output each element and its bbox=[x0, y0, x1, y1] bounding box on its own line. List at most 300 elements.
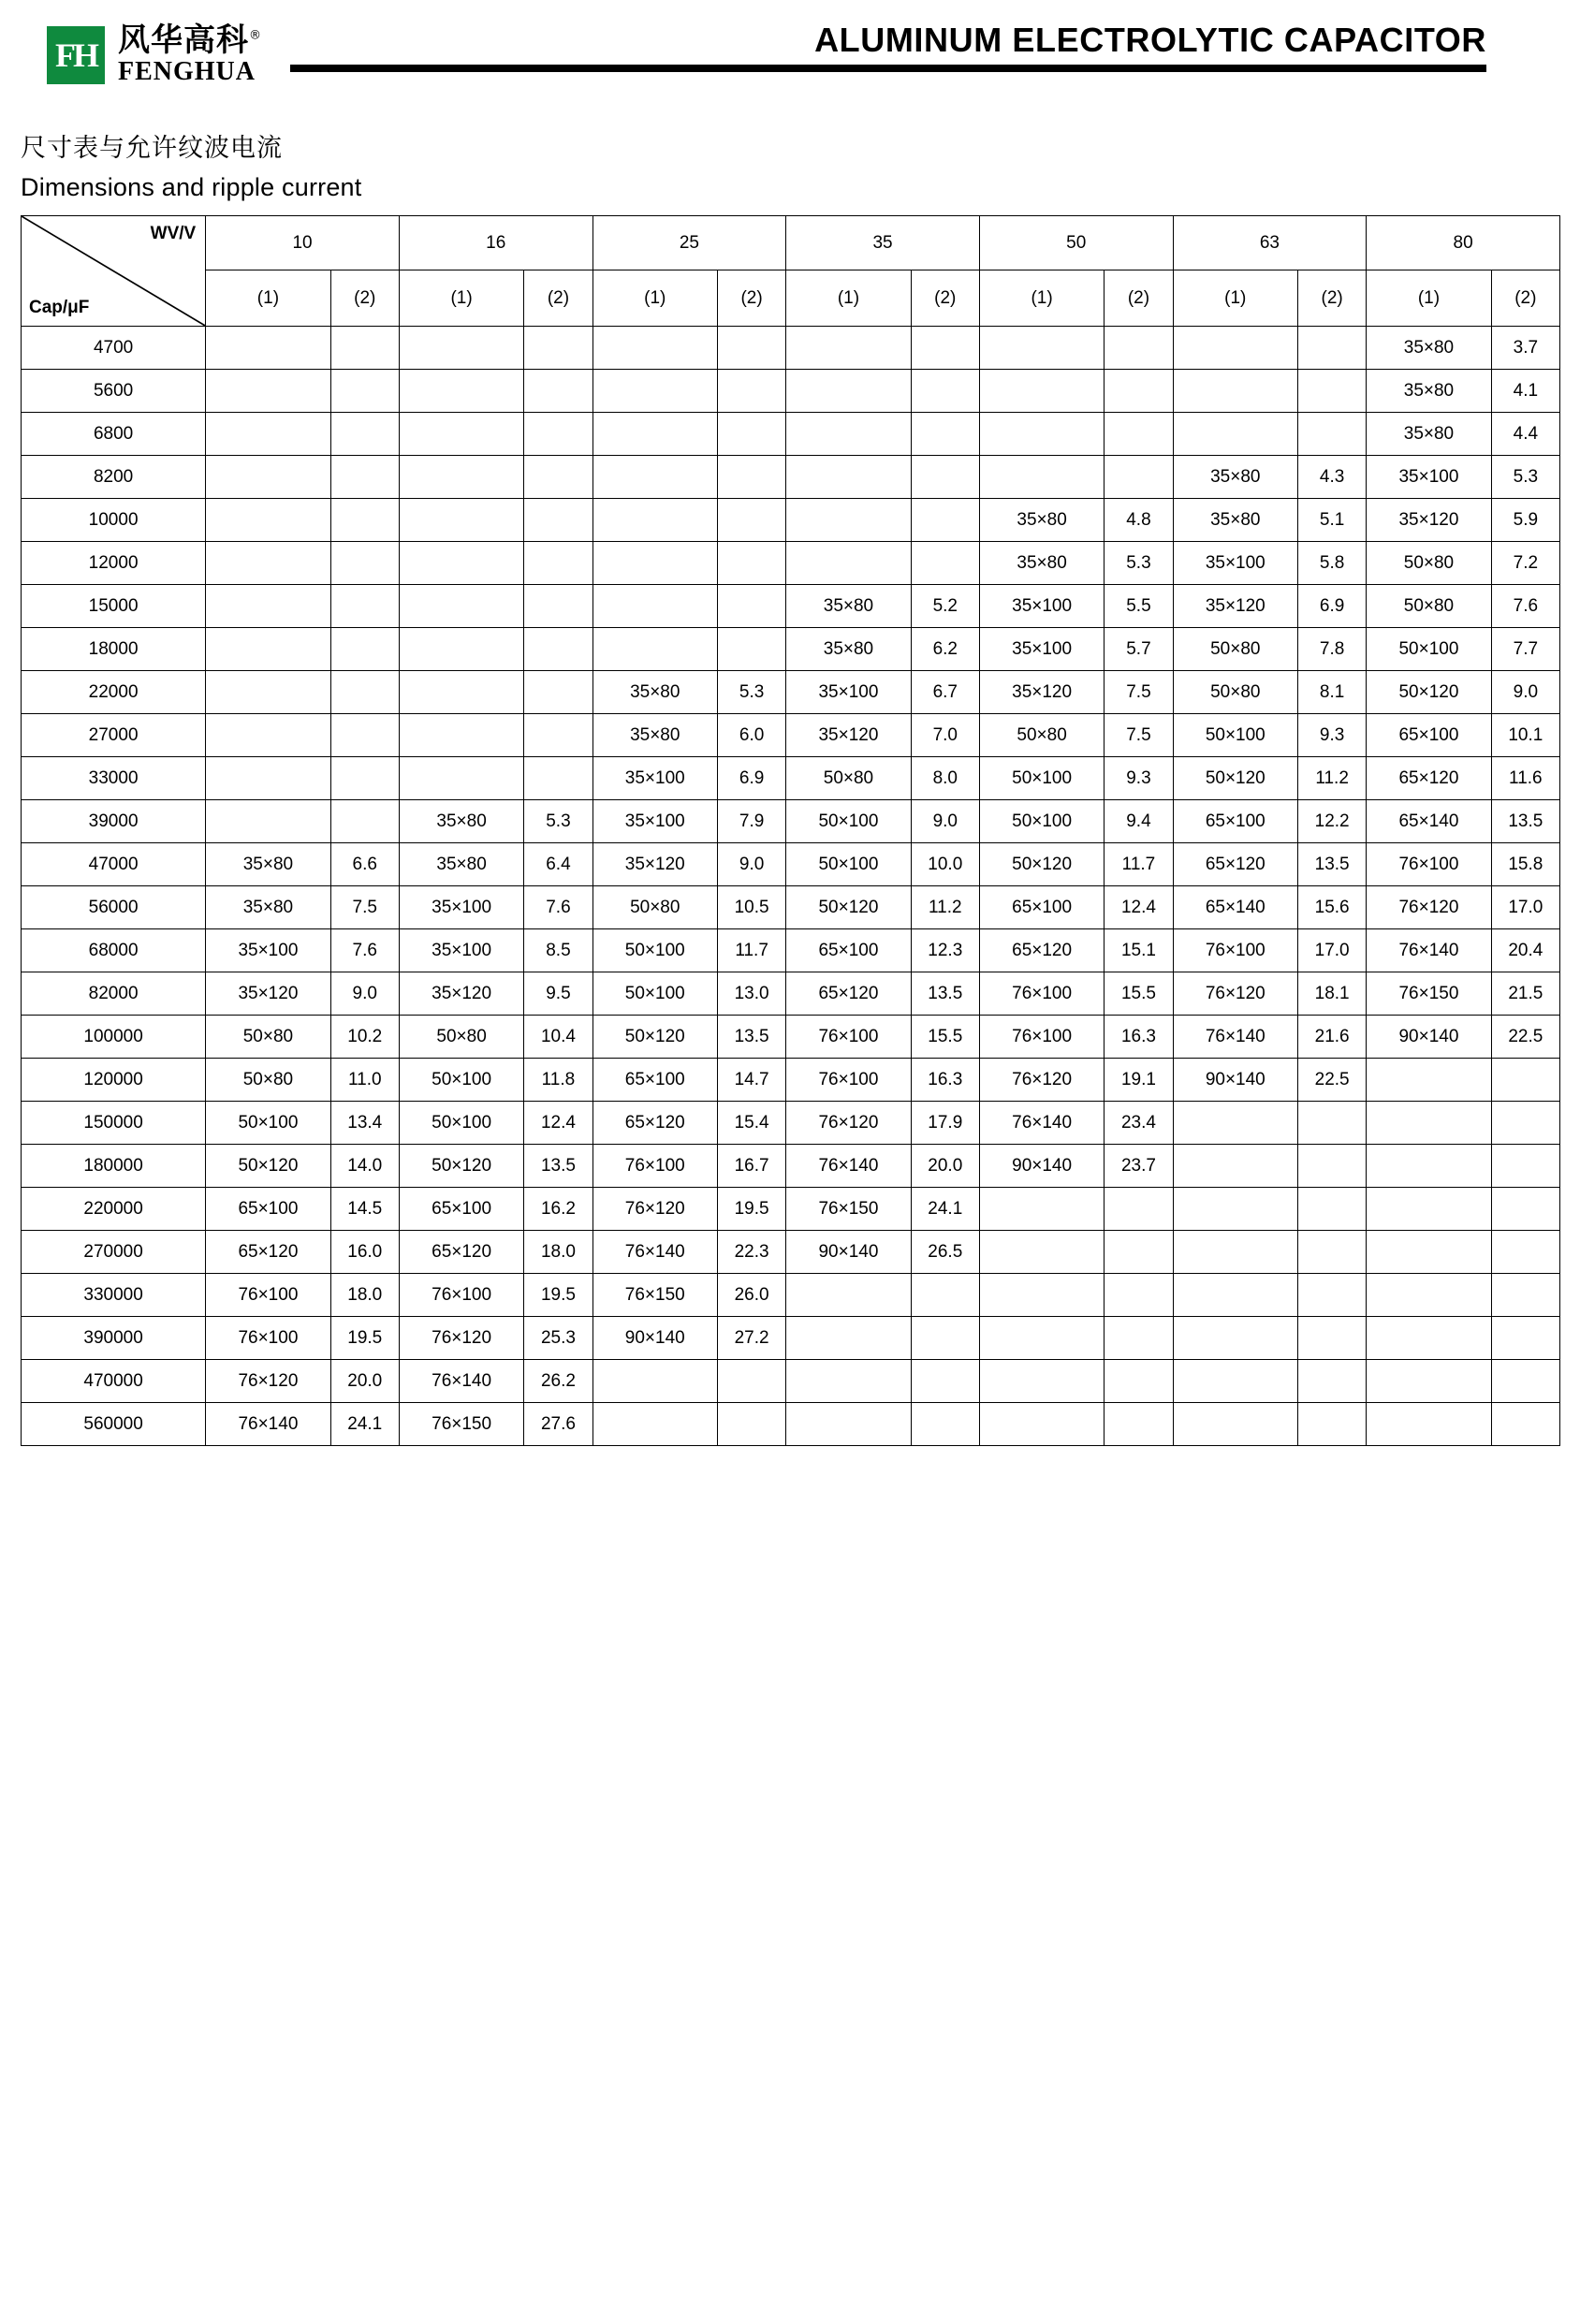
ripple-current-cell bbox=[1105, 1360, 1173, 1403]
ripple-current-cell: 11.2 bbox=[911, 886, 979, 929]
ripple-current-cell: 6.6 bbox=[330, 843, 399, 886]
ripple-current-cell: 15.6 bbox=[1298, 886, 1367, 929]
ripple-current-cell: 7.2 bbox=[1491, 542, 1559, 585]
ripple-current-cell bbox=[1491, 1274, 1559, 1317]
dimension-cell: 50×80 bbox=[1173, 628, 1297, 671]
dimension-cell: 50×100 bbox=[786, 800, 911, 843]
ripple-current-cell bbox=[524, 499, 592, 542]
dimension-cell bbox=[399, 456, 523, 499]
table-row bbox=[22, 757, 1560, 800]
dimension-cell: 35×120 bbox=[1173, 585, 1297, 628]
dimension-cell bbox=[206, 370, 330, 413]
ripple-current-cell: 10.2 bbox=[330, 1016, 399, 1059]
table-row bbox=[22, 413, 1560, 456]
ripple-current-cell bbox=[911, 327, 979, 370]
ripple-current-cell: 5.7 bbox=[1105, 628, 1173, 671]
ripple-current-cell: 13.5 bbox=[717, 1016, 785, 1059]
header-divider bbox=[290, 65, 1486, 72]
table-row bbox=[22, 671, 1560, 714]
table-row bbox=[22, 1016, 1560, 1059]
dimension-cell bbox=[206, 413, 330, 456]
ripple-current-cell: 7.0 bbox=[911, 714, 979, 757]
dimension-cell: 76×140 bbox=[399, 1360, 523, 1403]
ripple-current-cell: 10.0 bbox=[911, 843, 979, 886]
dimension-cell: 76×100 bbox=[979, 972, 1104, 1016]
dimension-cell: 76×140 bbox=[786, 1145, 911, 1188]
dimension-cell: 76×120 bbox=[399, 1317, 523, 1360]
capacitance-cell: 180000 bbox=[22, 1145, 206, 1188]
ripple-current-cell: 13.5 bbox=[1298, 843, 1367, 886]
dimension-cell bbox=[206, 456, 330, 499]
dimension-cell bbox=[1367, 1231, 1491, 1274]
ripple-current-cell: 12.3 bbox=[911, 929, 979, 972]
dimension-cell: 35×100 bbox=[399, 929, 523, 972]
ripple-current-cell: 20.0 bbox=[330, 1360, 399, 1403]
ripple-current-cell bbox=[1298, 1403, 1367, 1446]
table-row bbox=[22, 1274, 1560, 1317]
table-row bbox=[22, 1188, 1560, 1231]
dimension-cell: 35×100 bbox=[1367, 456, 1491, 499]
subheader-10-dimension: (1) bbox=[206, 270, 330, 327]
ripple-current-cell bbox=[1298, 1317, 1367, 1360]
capacitance-cell: 330000 bbox=[22, 1274, 206, 1317]
dimension-cell bbox=[979, 327, 1104, 370]
table-row bbox=[22, 1102, 1560, 1145]
dimension-cell: 50×100 bbox=[206, 1102, 330, 1145]
ripple-current-cell: 11.8 bbox=[524, 1059, 592, 1102]
table-row bbox=[22, 1059, 1560, 1102]
dimension-cell: 50×120 bbox=[979, 843, 1104, 886]
voltage-header-10: 10 bbox=[206, 216, 400, 270]
dimension-cell bbox=[979, 413, 1104, 456]
ripple-current-cell: 5.9 bbox=[1491, 499, 1559, 542]
ripple-current-cell: 13.5 bbox=[911, 972, 979, 1016]
ripple-current-cell bbox=[911, 1403, 979, 1446]
ripple-current-cell: 11.6 bbox=[1491, 757, 1559, 800]
ripple-current-cell bbox=[717, 499, 785, 542]
dimension-cell bbox=[399, 628, 523, 671]
ripple-current-cell bbox=[717, 1403, 785, 1446]
dimension-cell bbox=[979, 1403, 1104, 1446]
dimension-cell bbox=[1173, 370, 1297, 413]
ripple-current-cell: 8.0 bbox=[911, 757, 979, 800]
subheader-25-dimension: (1) bbox=[592, 270, 717, 327]
capacitance-cell: 220000 bbox=[22, 1188, 206, 1231]
dimension-cell: 76×100 bbox=[1173, 929, 1297, 972]
dimension-cell bbox=[206, 671, 330, 714]
dimension-cell: 35×80 bbox=[1367, 370, 1491, 413]
dimension-cell bbox=[979, 1188, 1104, 1231]
ripple-current-cell: 8.5 bbox=[524, 929, 592, 972]
ripple-current-cell: 14.7 bbox=[717, 1059, 785, 1102]
ripple-current-cell: 15.5 bbox=[1105, 972, 1173, 1016]
voltage-header-63: 63 bbox=[1173, 216, 1367, 270]
ripple-current-cell: 7.5 bbox=[1105, 714, 1173, 757]
subheader-35-ripple: (2) bbox=[911, 270, 979, 327]
ripple-current-cell bbox=[1491, 1145, 1559, 1188]
ripple-current-cell bbox=[330, 628, 399, 671]
dimension-cell bbox=[1173, 413, 1297, 456]
ripple-current-cell bbox=[717, 327, 785, 370]
dimension-cell: 76×140 bbox=[1367, 929, 1491, 972]
dimension-cell: 35×100 bbox=[1173, 542, 1297, 585]
ripple-current-cell bbox=[717, 413, 785, 456]
dimension-cell: 35×100 bbox=[592, 757, 717, 800]
table-row bbox=[22, 1231, 1560, 1274]
dimension-cell: 76×120 bbox=[786, 1102, 911, 1145]
capacitance-cell: 47000 bbox=[22, 843, 206, 886]
ripple-current-cell bbox=[911, 456, 979, 499]
dimension-cell bbox=[1173, 1145, 1297, 1188]
dimension-cell bbox=[786, 1360, 911, 1403]
dimension-cell: 76×100 bbox=[979, 1016, 1104, 1059]
dimension-cell: 50×120 bbox=[206, 1145, 330, 1188]
table-row bbox=[22, 1145, 1560, 1188]
ripple-current-cell: 12.4 bbox=[1105, 886, 1173, 929]
ripple-current-cell: 15.5 bbox=[911, 1016, 979, 1059]
ripple-current-cell: 9.4 bbox=[1105, 800, 1173, 843]
dimension-cell: 50×80 bbox=[1367, 542, 1491, 585]
ripple-current-cell bbox=[330, 585, 399, 628]
dimension-cell bbox=[979, 1360, 1104, 1403]
dimension-cell: 90×140 bbox=[1367, 1016, 1491, 1059]
dimension-cell bbox=[1173, 1102, 1297, 1145]
company-logo bbox=[47, 24, 262, 85]
dimension-cell: 50×80 bbox=[399, 1016, 523, 1059]
capacitance-cell: 56000 bbox=[22, 886, 206, 929]
ripple-current-cell: 16.3 bbox=[911, 1059, 979, 1102]
dimension-cell bbox=[592, 542, 717, 585]
dimension-cell: 76×100 bbox=[786, 1059, 911, 1102]
dimension-cell: 65×140 bbox=[1367, 800, 1491, 843]
ripple-current-cell: 16.0 bbox=[330, 1231, 399, 1274]
ripple-current-cell: 20.4 bbox=[1491, 929, 1559, 972]
dimension-cell bbox=[1367, 1360, 1491, 1403]
ripple-current-cell bbox=[524, 585, 592, 628]
dimension-cell bbox=[979, 456, 1104, 499]
ripple-current-cell bbox=[1105, 370, 1173, 413]
dimension-cell: 35×100 bbox=[592, 800, 717, 843]
capacitance-cell: 6800 bbox=[22, 413, 206, 456]
ripple-current-cell bbox=[1491, 1188, 1559, 1231]
logo-wordmark bbox=[118, 24, 262, 85]
ripple-current-cell: 13.5 bbox=[1491, 800, 1559, 843]
ripple-current-cell bbox=[1491, 1231, 1559, 1274]
ripple-current-cell bbox=[524, 714, 592, 757]
dimension-cell bbox=[206, 542, 330, 585]
table-row bbox=[22, 886, 1560, 929]
ripple-current-cell: 24.1 bbox=[911, 1188, 979, 1231]
dimension-cell: 65×120 bbox=[979, 929, 1104, 972]
table-header-row-subcolumns bbox=[22, 270, 1560, 327]
dimension-cell bbox=[206, 757, 330, 800]
dimension-cell bbox=[1173, 1403, 1297, 1446]
dimension-cell: 50×100 bbox=[979, 800, 1104, 843]
dimension-cell: 50×100 bbox=[786, 843, 911, 886]
ripple-current-cell bbox=[1298, 1102, 1367, 1145]
dimension-cell: 35×80 bbox=[979, 499, 1104, 542]
dimension-cell: 76×140 bbox=[206, 1403, 330, 1446]
dimension-cell: 65×120 bbox=[1367, 757, 1491, 800]
dimension-cell: 50×100 bbox=[1173, 714, 1297, 757]
dimension-cell bbox=[1367, 1317, 1491, 1360]
ripple-current-cell: 7.6 bbox=[1491, 585, 1559, 628]
registered-mark: ® bbox=[249, 29, 262, 44]
dimension-cell bbox=[786, 542, 911, 585]
dimension-cell: 76×100 bbox=[1367, 843, 1491, 886]
ripple-current-cell bbox=[1298, 413, 1367, 456]
ripple-current-cell: 25.3 bbox=[524, 1317, 592, 1360]
dimension-cell: 65×100 bbox=[592, 1059, 717, 1102]
dimension-cell: 76×140 bbox=[979, 1102, 1104, 1145]
ripple-current-cell bbox=[1491, 1102, 1559, 1145]
dimension-cell: 50×100 bbox=[399, 1059, 523, 1102]
ripple-current-cell bbox=[911, 542, 979, 585]
ripple-current-cell: 6.4 bbox=[524, 843, 592, 886]
voltage-header-80: 80 bbox=[1367, 216, 1560, 270]
dimensions-table-container bbox=[0, 210, 1580, 1446]
dimension-cell bbox=[399, 542, 523, 585]
ripple-current-cell: 9.0 bbox=[717, 843, 785, 886]
dimension-cell: 76×120 bbox=[1367, 886, 1491, 929]
ripple-current-cell: 16.2 bbox=[524, 1188, 592, 1231]
table-row bbox=[22, 972, 1560, 1016]
ripple-current-cell: 26.0 bbox=[717, 1274, 785, 1317]
ripple-current-cell bbox=[1491, 1403, 1559, 1446]
dimension-cell bbox=[786, 1274, 911, 1317]
dimension-cell: 76×150 bbox=[1367, 972, 1491, 1016]
ripple-current-cell: 18.1 bbox=[1298, 972, 1367, 1016]
dimension-cell: 35×120 bbox=[1367, 499, 1491, 542]
dimension-cell: 50×120 bbox=[592, 1016, 717, 1059]
table-row bbox=[22, 499, 1560, 542]
dimension-cell bbox=[399, 585, 523, 628]
dimension-cell: 65×140 bbox=[1173, 886, 1297, 929]
subheader-16-ripple: (2) bbox=[524, 270, 592, 327]
dimension-cell: 35×120 bbox=[399, 972, 523, 1016]
capacitance-cell: 120000 bbox=[22, 1059, 206, 1102]
dimension-cell: 90×140 bbox=[592, 1317, 717, 1360]
dimension-cell bbox=[206, 499, 330, 542]
ripple-current-cell: 26.5 bbox=[911, 1231, 979, 1274]
ripple-current-cell: 19.5 bbox=[330, 1317, 399, 1360]
dimension-cell: 76×140 bbox=[592, 1231, 717, 1274]
dimension-cell: 35×80 bbox=[399, 800, 523, 843]
ripple-current-cell: 10.5 bbox=[717, 886, 785, 929]
dimension-cell: 76×120 bbox=[206, 1360, 330, 1403]
ripple-current-cell: 14.0 bbox=[330, 1145, 399, 1188]
dimension-cell bbox=[399, 413, 523, 456]
subheader-16-dimension: (1) bbox=[399, 270, 523, 327]
logo-chinese-name: 风华高科® bbox=[118, 22, 262, 60]
ripple-current-cell: 9.0 bbox=[330, 972, 399, 1016]
capacitance-cell: 10000 bbox=[22, 499, 206, 542]
dimension-cell bbox=[1367, 1102, 1491, 1145]
capacitance-cell: 39000 bbox=[22, 800, 206, 843]
table-row bbox=[22, 327, 1560, 370]
ripple-current-cell: 21.6 bbox=[1298, 1016, 1367, 1059]
ripple-current-cell: 13.4 bbox=[330, 1102, 399, 1145]
dimension-cell bbox=[592, 585, 717, 628]
ripple-current-cell bbox=[330, 757, 399, 800]
dimension-cell bbox=[786, 370, 911, 413]
subheader-50-ripple: (2) bbox=[1105, 270, 1173, 327]
dimension-cell bbox=[1173, 1360, 1297, 1403]
ripple-current-cell: 12.4 bbox=[524, 1102, 592, 1145]
table-header bbox=[22, 216, 1560, 327]
ripple-current-cell: 6.9 bbox=[1298, 585, 1367, 628]
dimension-cell bbox=[1367, 1059, 1491, 1102]
ripple-current-cell bbox=[717, 585, 785, 628]
ripple-current-cell: 23.7 bbox=[1105, 1145, 1173, 1188]
table-row bbox=[22, 628, 1560, 671]
ripple-current-cell bbox=[1298, 327, 1367, 370]
ripple-current-cell bbox=[1105, 1274, 1173, 1317]
ripple-current-cell: 27.2 bbox=[717, 1317, 785, 1360]
table-corner-cell bbox=[22, 216, 206, 327]
dimension-cell: 50×80 bbox=[592, 886, 717, 929]
dimension-cell bbox=[399, 671, 523, 714]
dimension-cell: 50×80 bbox=[1367, 585, 1491, 628]
dimension-cell: 35×120 bbox=[592, 843, 717, 886]
ripple-current-cell: 22.3 bbox=[717, 1231, 785, 1274]
ripple-current-cell: 19.1 bbox=[1105, 1059, 1173, 1102]
ripple-current-cell bbox=[524, 327, 592, 370]
dimension-cell bbox=[979, 1317, 1104, 1360]
dimension-cell: 50×120 bbox=[786, 886, 911, 929]
ripple-current-cell bbox=[330, 542, 399, 585]
table-row bbox=[22, 370, 1560, 413]
ripple-current-cell: 6.7 bbox=[911, 671, 979, 714]
dimension-cell bbox=[1367, 1188, 1491, 1231]
dimension-cell: 35×120 bbox=[786, 714, 911, 757]
ripple-current-cell bbox=[330, 413, 399, 456]
ripple-current-cell: 6.0 bbox=[717, 714, 785, 757]
capacitance-cell: 27000 bbox=[22, 714, 206, 757]
ripple-current-cell: 16.3 bbox=[1105, 1016, 1173, 1059]
dimension-cell bbox=[206, 585, 330, 628]
ripple-current-cell bbox=[1105, 1403, 1173, 1446]
dimension-cell: 35×80 bbox=[592, 714, 717, 757]
subheader-35-dimension: (1) bbox=[786, 270, 911, 327]
dimension-cell: 90×140 bbox=[786, 1231, 911, 1274]
ripple-current-cell: 19.5 bbox=[717, 1188, 785, 1231]
ripple-current-cell: 17.0 bbox=[1491, 886, 1559, 929]
ripple-current-cell: 6.2 bbox=[911, 628, 979, 671]
dimension-cell bbox=[206, 628, 330, 671]
ripple-current-cell bbox=[524, 757, 592, 800]
ripple-current-cell bbox=[717, 1360, 785, 1403]
ripple-current-cell bbox=[330, 714, 399, 757]
ripple-current-cell bbox=[911, 370, 979, 413]
capacitance-cell: 15000 bbox=[22, 585, 206, 628]
dimension-cell: 35×120 bbox=[206, 972, 330, 1016]
dimension-cell: 50×120 bbox=[1367, 671, 1491, 714]
ripple-current-cell: 4.3 bbox=[1298, 456, 1367, 499]
table-row bbox=[22, 585, 1560, 628]
dimension-cell: 76×120 bbox=[979, 1059, 1104, 1102]
dimension-cell bbox=[399, 370, 523, 413]
ripple-current-cell bbox=[1105, 1317, 1173, 1360]
dimension-cell: 65×100 bbox=[979, 886, 1104, 929]
ripple-current-cell: 10.1 bbox=[1491, 714, 1559, 757]
ripple-current-cell bbox=[911, 1360, 979, 1403]
dimension-cell: 35×80 bbox=[979, 542, 1104, 585]
ripple-current-cell: 5.5 bbox=[1105, 585, 1173, 628]
dimension-cell: 76×100 bbox=[786, 1016, 911, 1059]
voltage-header-25: 25 bbox=[592, 216, 786, 270]
logo-english-name: FENGHUA bbox=[118, 57, 256, 87]
dimension-cell bbox=[592, 456, 717, 499]
ripple-current-cell: 12.2 bbox=[1298, 800, 1367, 843]
ripple-current-cell bbox=[330, 800, 399, 843]
dimension-cell: 35×100 bbox=[399, 886, 523, 929]
ripple-current-cell bbox=[1491, 1317, 1559, 1360]
fenghua-logo-icon bbox=[47, 26, 105, 84]
dimension-cell bbox=[1367, 1145, 1491, 1188]
ripple-current-cell: 7.5 bbox=[330, 886, 399, 929]
ripple-current-cell bbox=[911, 1317, 979, 1360]
ripple-current-cell bbox=[330, 327, 399, 370]
dimension-cell bbox=[786, 456, 911, 499]
dimension-cell bbox=[786, 327, 911, 370]
ripple-current-cell: 20.0 bbox=[911, 1145, 979, 1188]
capacitance-cell: 470000 bbox=[22, 1360, 206, 1403]
ripple-current-cell: 11.0 bbox=[330, 1059, 399, 1102]
ripple-current-cell bbox=[330, 671, 399, 714]
dimension-cell: 35×80 bbox=[1367, 327, 1491, 370]
table-row bbox=[22, 843, 1560, 886]
dimension-cell: 65×120 bbox=[786, 972, 911, 1016]
ripple-current-cell: 5.3 bbox=[1491, 456, 1559, 499]
capacitance-cell: 22000 bbox=[22, 671, 206, 714]
ripple-current-cell: 4.8 bbox=[1105, 499, 1173, 542]
ripple-current-cell: 15.1 bbox=[1105, 929, 1173, 972]
capacitance-cell: 33000 bbox=[22, 757, 206, 800]
table-row bbox=[22, 542, 1560, 585]
dimension-cell: 65×100 bbox=[399, 1188, 523, 1231]
table-row bbox=[22, 714, 1560, 757]
ripple-current-cell bbox=[717, 456, 785, 499]
dimension-cell bbox=[979, 1274, 1104, 1317]
ripple-current-cell: 21.5 bbox=[1491, 972, 1559, 1016]
dimension-cell: 65×120 bbox=[399, 1231, 523, 1274]
ripple-current-cell bbox=[1105, 1188, 1173, 1231]
voltage-header-50: 50 bbox=[979, 216, 1173, 270]
dimension-cell: 35×80 bbox=[592, 671, 717, 714]
ripple-current-cell bbox=[1298, 1360, 1367, 1403]
dimension-cell bbox=[1173, 327, 1297, 370]
dimension-cell bbox=[1173, 1188, 1297, 1231]
ripple-current-cell bbox=[524, 370, 592, 413]
ripple-current-cell bbox=[717, 628, 785, 671]
ripple-current-cell: 17.9 bbox=[911, 1102, 979, 1145]
ripple-current-cell: 5.2 bbox=[911, 585, 979, 628]
dimension-cell: 50×80 bbox=[786, 757, 911, 800]
dimension-cell: 35×80 bbox=[786, 585, 911, 628]
dimension-cell: 35×80 bbox=[786, 628, 911, 671]
dimension-cell bbox=[1173, 1274, 1297, 1317]
dimension-cell: 65×100 bbox=[786, 929, 911, 972]
dimension-cell: 65×120 bbox=[206, 1231, 330, 1274]
dimension-cell: 76×100 bbox=[206, 1274, 330, 1317]
subheader-50-dimension: (1) bbox=[979, 270, 1104, 327]
ripple-current-cell: 16.7 bbox=[717, 1145, 785, 1188]
ripple-current-cell: 7.5 bbox=[1105, 671, 1173, 714]
dimension-cell: 50×80 bbox=[206, 1059, 330, 1102]
dimension-cell: 76×120 bbox=[592, 1188, 717, 1231]
dimension-cell bbox=[786, 1317, 911, 1360]
